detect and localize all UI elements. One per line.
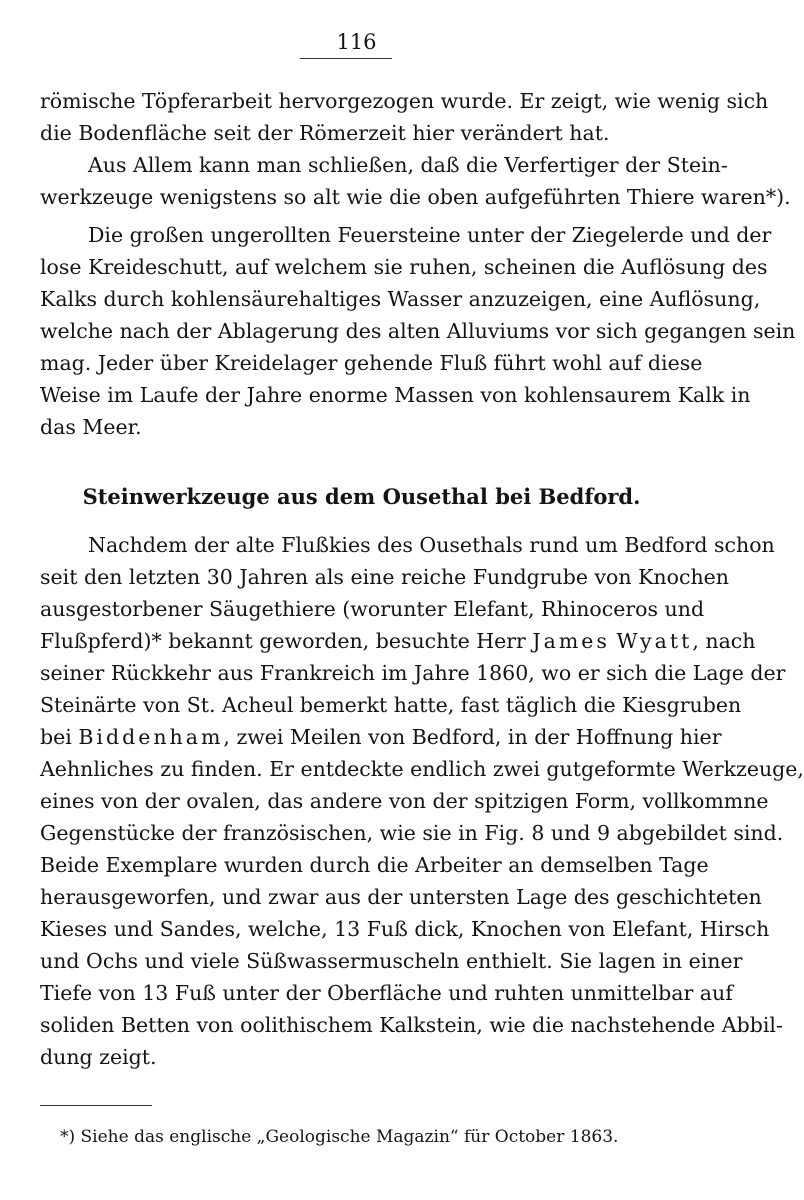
text-line: ausgestorbener Säugethiere (worunter Elefant, Rhinoceros und [40,597,705,621]
text-line: und Ochs und viele Süßwassermuscheln enthielt. Sie lagen in einer [40,949,743,973]
text-line: das Meer. [40,415,142,439]
spaced-name: Wyatt [616,629,693,653]
text-line: die Bodenfläche seit der Römerzeit hier verändert hat. [40,121,610,145]
page-number-rule [300,58,392,59]
text-line: Beide Exemplare wurden durch die Arbeiter an demselben Tage [40,853,709,877]
footnote-rule [40,1105,152,1106]
text-line: seiner Rückkehr aus Frankreich im Jahre 1860, wo er sich die Lage der [40,661,786,685]
text-line-spaced: Flußpferd)* bekannt geworden, besuchte Herr James Wyatt, nach [40,629,756,653]
text-line: Gegenstücke der französischen, wie sie in Fig. 8 und 9 abgebildet sind. [40,821,784,845]
text-line: herausgeworfen, und zwar aus der untersten Lage des geschichteten [40,885,762,909]
section-heading: Steinwerkzeuge aus dem Ousethal bei Bedford. [82,484,641,509]
text-line: eines von der ovalen, das andere von der spitzigen Form, vollkommne [40,789,769,813]
text-line: Steinärte von St. Acheul bemerkt hatte, fast täglich die Kiesgruben [40,693,742,717]
text-line-spaced: bei Biddenham, zwei Meilen von Bedford, in der Hoffnung hier [40,725,722,749]
text-line: welche nach der Ablagerung des alten Alluviums vor sich gegangen sein [40,319,796,343]
text-line: Aehnliches zu finden. Er entdeckte endlich zwei gutgeformte Werkzeuge, [40,757,804,781]
text-line: seit den letzten 30 Jahren als eine reiche Fundgrube von Knochen [40,565,729,589]
text-line: Die großen ungerollten Feuersteine unter der Ziegelerde und der [88,223,772,247]
text-line: Kalks durch kohlensäurehaltiges Wasser anzuzeigen, eine Auflösung, [40,287,761,311]
text-line: Aus Allem kann man schließen, daß die Verfertiger der Stein- [88,153,728,177]
footnote: *) Siehe das englische „Geologische Magazin“ für October 1863. [60,1127,619,1147]
text-line: Kieses und Sandes, welche, 13 Fuß dick, Knochen von Elefant, Hirsch [40,917,770,941]
text-line: dung zeigt. [40,1045,157,1069]
text-line: Tiefe von 13 Fuß unter der Oberfläche und ruhten unmittelbar auf [40,981,733,1005]
text-line: lose Kreideschutt, auf welchem sie ruhen, scheinen die Auflösung des [40,255,768,279]
text-line: Nachdem der alte Flußkies des Ousethals rund um Bedford schon [88,533,775,557]
page-number: 116 [336,30,377,54]
spaced-name: James [532,629,610,653]
text-line: werkzeuge wenigstens so alt wie die oben aufgeführten Thiere waren*). [40,185,791,209]
text-line: mag. Jeder über Kreidelager gehende Fluß führt wohl auf diese [40,351,703,375]
text-line: römische Töpferarbeit hervorgezogen wurde. Er zeigt, wie wenig sich [40,89,769,113]
spaced-name: Biddenham [78,725,224,749]
text-line: soliden Betten von oolithischem Kalkstein, wie die nachstehende Abbil- [40,1013,783,1037]
text-line: Weise im Laufe der Jahre enorme Massen von kohlensaurem Kalk in [40,383,751,407]
